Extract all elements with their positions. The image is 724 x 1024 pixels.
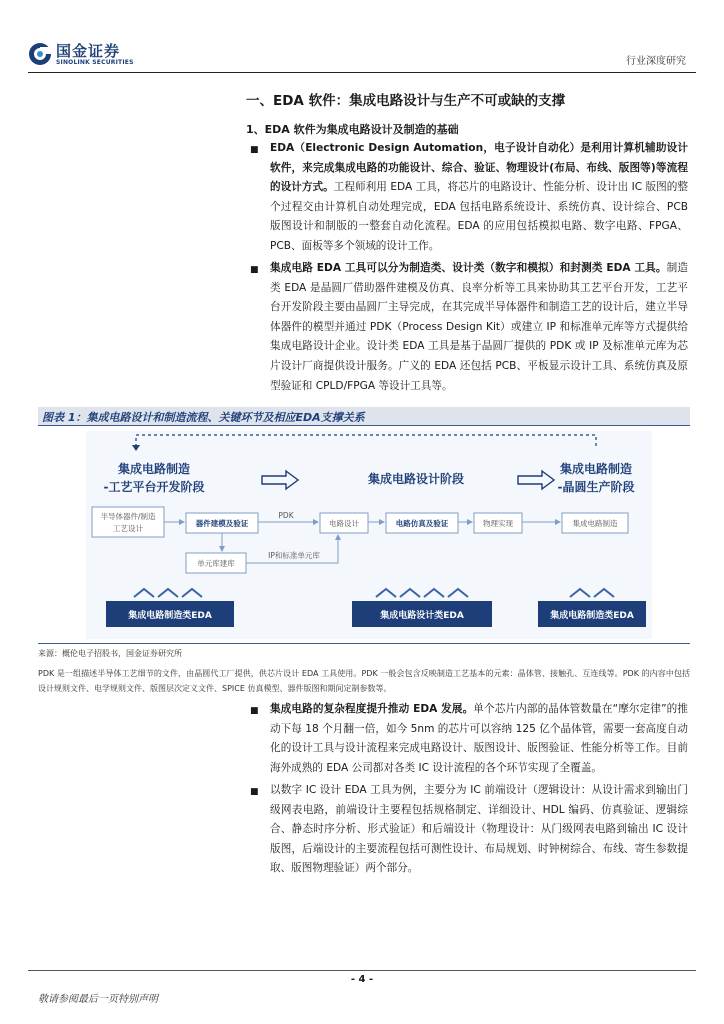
brand-name-en: SINOLINK SECURITIES <box>56 59 134 66</box>
box-circuit-design-label: 电路设计 <box>329 519 359 528</box>
source-divider <box>38 643 690 644</box>
bullet-icon: ■ <box>250 706 259 716</box>
bullet-body: 制造类 EDA 是晶圆厂借助器件建模及仿真、良率分析等工具来协助其工艺平台开发，工艺平台开发阶段主要由晶圆厂主导完成，在其完成半导体器件和制造工艺的设计后，建立半导体器件的模型并通过 PDK（Process Design Kit）或建立 IP 和标准单元库等方式提供给集成电路设计企业。设计类 EDA 工具是基于晶圆厂提供的 PDK 或 IP 及标准单元库为芯片设计厂商提供设计服务。广义的 EDA 还包括 PCB、平板显示设计工具、系统仿真及原型验证和 CPLD/FPGA 等设计工具等。 <box>270 262 689 392</box>
stage-left-line1: 集成电路制造 <box>117 462 191 476</box>
box-ic-manufacturing-label: 集成电路制造 <box>572 519 618 528</box>
box-device-process-line1: 半导体器件/制造 <box>100 512 156 521</box>
brand-name-cn: 国金证券 <box>56 42 121 60</box>
stage-mid: 集成电路设计阶段 <box>367 472 465 486</box>
figure-source: 来源：概伦电子招股书，国金证券研究所 <box>38 649 182 658</box>
stage-right-line1: 集成电路制造 <box>559 462 633 476</box>
bullet-body: 工程师利用 EDA 工具，将芯片的电路设计、性能分析、设计出 IC 版图的整个过程交由计算机自动处理完成，EDA 包括电路系统设计、系统仿真、设计综合、PCB 版图设计和制版的一整套自动化流程。EDA 的应用包括模拟电路、数字电路、FPGA、PCB、面板等多个领域的设计工作。 <box>270 181 689 252</box>
eda-banner-left-label: 集成电路制造类EDA <box>128 611 212 621</box>
report-type-label: 行业深度研究 <box>626 56 686 67</box>
box-device-modeling-label: 器件建模及验证 <box>195 519 249 528</box>
bullet-lead: 集成电路 EDA 工具可以分为制造类、设计类（数字和模拟）和封测类 EDA 工具。 <box>270 262 667 274</box>
eda-banner-arrows-mid <box>376 589 468 597</box>
bullet-body: 以数字 IC 设计 EDA 工具为例，主要分为 IC 前端设计（逻辑设计：从设计需求到输出门级网表电路，前端设计主要程包括规格制定、详细设计、HDL 编码、仿真验证、逻辑综合、静态时序分析、形式验证）和后端设计（物理设计：从门级网表电路到输出 IC 设计版图，后端设计的主要流程包括可测性设计、布局规划、时钟树综合、布线、寄生参数提取、版图物理验证）两个部分。 <box>270 784 688 875</box>
eda-banner-mid-label: 集成电路设计类EDA <box>380 611 464 621</box>
page-number: - 4 - <box>350 974 374 985</box>
figure-caption: 图表 1：集成电路设计和制造流程、关键环节及相应EDA支撑关系 <box>42 411 365 424</box>
header-divider <box>28 72 696 73</box>
box-circuit-simulation-label: 电路仿真及验证 <box>395 519 449 528</box>
bullet-icon: ■ <box>250 787 259 797</box>
eda-banner-right-label: 集成电路制造类EDA <box>550 611 634 621</box>
bullet-lead: EDA（Electronic Design Automation，电子设计自动化）是利用计算机辅助设计软件，来完成集成电路的功能设计、综合、验证、物理设计(布局、布线、版图等)等流程的设计方式。 <box>270 142 688 194</box>
bullet-lead: 集成电路的复杂程度提升推动 EDA 发展。 <box>270 703 474 715</box>
bullet-paragraph-eda-categories <box>270 259 688 396</box>
eda-banner-arrows-left <box>134 589 202 597</box>
label-pdk: PDK <box>278 511 294 520</box>
company-logo-icon <box>28 42 52 66</box>
bullet-icon: ■ <box>250 145 259 155</box>
stage-arrow-icon <box>518 471 554 489</box>
feedback-arrowhead <box>132 445 140 451</box>
label-ip-library: IP和标准单元库 <box>268 551 320 560</box>
footer-divider <box>28 970 696 971</box>
disclaimer-text: 敬请参阅最后一页特别声明 <box>38 994 158 1005</box>
box-device-process-line2: 工艺设计 <box>113 524 143 533</box>
bullet-paragraph-eda-definition <box>270 139 688 257</box>
bullet-paragraph-digital-ic <box>270 781 688 879</box>
bullet-icon: ■ <box>250 265 259 275</box>
stage-left-line2: -工艺平台开发阶段 <box>103 480 205 494</box>
section-title: 一、EDA 软件：集成电路设计与生产不可或缺的支撑 <box>246 93 566 109</box>
stage-arrow-icon <box>262 471 298 489</box>
stage-right-line2: -晶圆生产阶段 <box>557 480 635 494</box>
box-physical-implementation-label: 物理实现 <box>483 519 513 528</box>
pdk-note: PDK 是一组描述半导体工艺细节的文件，由晶圆代工厂提供，供芯片设计 EDA 工具使用。PDK 一般会包含反映制造工艺基本的元素：晶体管、接触孔、互连线等。PDK 的内容中包括设计规则文件、电学规则文件、版图层次定义文件、SPICE 仿真模型、器件版图和期间定制参数等。 <box>38 669 690 693</box>
feedback-dashed-loop <box>136 435 596 447</box>
bullet-body: 单个芯片内部的晶体管数量在“摩尔定律”的推动下每 18 个月翻一倍，如今 5nm 的芯片可以容纳 125 亿个晶体管，需要一套高度自动化的设计工具与设计流程来完成电路设计、版图设计、版图验证、性能分析等工作。目前海外成熟的 EDA 公司都对各类 IC 设计流程的各个环节实现了全覆盖。 <box>270 703 688 774</box>
eda-banner-arrows-right <box>570 589 614 597</box>
box-cell-library-label: 单元库建库 <box>197 559 235 568</box>
eda-flow-diagram <box>86 431 652 639</box>
bullet-paragraph-complexity <box>270 700 688 778</box>
section-subtitle: 1、EDA 软件为集成电路设计及制造的基础 <box>246 123 459 136</box>
